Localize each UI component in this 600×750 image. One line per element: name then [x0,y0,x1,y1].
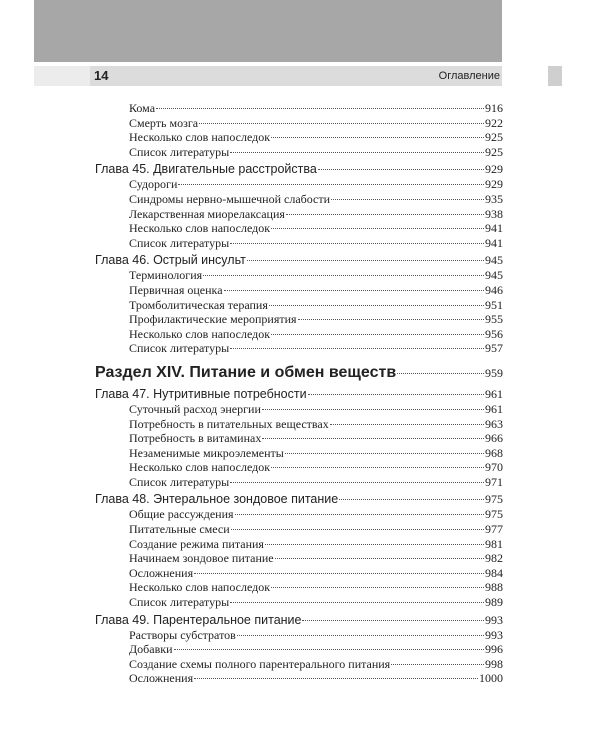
toc-page-number: 971 [485,474,503,489]
dot-leader [298,319,484,320]
dot-leader [237,635,484,636]
toc-entry-title: Смерть мозга [129,115,199,130]
toc-page-number: 961 [485,386,503,401]
toc-entry-title: Профилактические мероприятия [129,312,297,327]
toc-entry-title: Осложнения [129,565,194,580]
toc-entry-row [95,207,503,222]
dot-leader [265,544,484,545]
toc-entry-row [95,475,503,490]
toc-page-number: 955 [485,312,503,327]
dot-leader [271,467,484,468]
toc-page-number: 956 [485,326,503,341]
toc-page-number: 982 [485,551,503,566]
toc-entry-title: Кома [129,101,156,115]
dot-leader [156,108,484,109]
toc-page-number: 993 [485,627,503,642]
toc-chapter-title: Глава 48. Энтеральное зондовое питание [95,492,339,507]
dot-leader [230,152,484,153]
toc-page-number: 981 [485,536,503,551]
dot-leader [194,678,478,679]
toc-page-number: 922 [485,115,503,130]
dot-leader [178,184,484,185]
dot-leader [231,529,484,530]
toc-entry-title: Создание схемы полного парентерального питания [129,656,391,671]
toc-entry-row [95,116,503,131]
dot-leader [397,373,484,374]
dot-leader [230,482,484,483]
toc-page-number: 935 [485,191,503,206]
toc-entry-row [95,522,503,537]
toc-page-number: 941 [485,235,503,250]
toc-entry-title: Потребность в витаминах [129,431,262,446]
toc-entry-title: Несколько слов напоследок [129,580,271,595]
toc-entry-title: Лекарственная миорелаксация [129,206,285,221]
toc-entry-row [95,657,503,672]
toc-entry-title: Потребность в питательных веществах [129,416,329,431]
toc-page-number: 977 [485,522,503,537]
toc-entry-row [95,236,503,251]
toc-chapter-row [95,386,503,402]
toc-entry-title: Общие рассуждения [129,507,234,522]
toc-page-number: 998 [485,656,503,671]
toc-page-number: 925 [485,130,503,145]
toc-entry-title: Создание режима питания [129,536,264,551]
toc-entry-row [95,551,503,566]
toc-chapter-title: Глава 49. Парентеральное питание [95,612,302,627]
toc-chapter-title: Глава 47. Нутритивные потребности [95,386,307,401]
toc-page-number: 984 [485,565,503,580]
toc-page-number: 957 [485,341,503,356]
toc-page-number: 929 [485,177,503,192]
toc-page-number: 996 [485,642,503,657]
toc-entry-title: Тромболитическая терапия [129,297,268,312]
toc-entry-row [95,417,503,432]
dot-leader [235,514,484,515]
dot-leader [275,558,484,559]
page-number: 14 [94,68,109,83]
toc-page-number: 963 [485,416,503,431]
dot-leader [331,199,484,200]
toc-entry-row [95,312,503,327]
toc-page-number: 975 [485,507,503,522]
dot-leader [199,123,484,124]
toc-entry-title: Несколько слов напоследок [129,221,271,236]
dot-leader [262,438,484,439]
dot-leader [174,649,484,650]
toc-page-number: 941 [485,221,503,236]
toc-entry-row [95,431,503,446]
toc-page-number: 946 [485,282,503,297]
toc-entry-title: Первичная оценка [129,282,223,297]
header-left-tab [34,66,90,86]
toc-page-number: 916 [485,101,503,115]
dot-leader [271,334,484,335]
toc-entry-row [95,327,503,342]
dot-leader [286,214,484,215]
dot-leader [271,137,484,138]
toc-entry-row [95,221,503,236]
toc-page-number: 959 [485,365,503,380]
toc-entry-row [95,642,503,657]
dot-leader [230,348,484,349]
dot-leader [194,573,484,574]
toc-page-number: 968 [485,445,503,460]
toc-entry-title: Список литературы [129,144,230,159]
toc-page-number: 970 [485,460,503,475]
table-of-contents [95,101,503,686]
toc-chapter-row [95,252,503,268]
toc-chapter-row [95,491,503,507]
toc-page-number: 925 [485,144,503,159]
toc-page-number: 975 [485,492,503,507]
page-header [34,66,502,86]
toc-page-number: 945 [485,268,503,283]
toc-entry-title: Список литературы [129,474,230,489]
toc-page-number: 989 [485,595,503,610]
toc-entry-title: Синдромы нервно-мышечной слабости [129,191,331,206]
dot-leader [339,499,484,500]
toc-entry-title: Несколько слов напоследок [129,130,271,145]
toc-page-number: 929 [485,162,503,177]
toc-entry-row [95,507,503,522]
toc-entry-row [95,145,503,160]
dot-leader [203,275,484,276]
toc-entry-row [95,595,503,610]
toc-entry-title: Список литературы [129,235,230,250]
toc-entry-row [95,537,503,552]
toc-page-number: 988 [485,580,503,595]
dot-leader [230,243,484,244]
toc-page-number: 961 [485,401,503,416]
toc-chapter-title: Глава 46. Острый инсульт [95,253,246,268]
toc-page-number: 951 [485,297,503,312]
toc-entry-row [95,283,503,298]
toc-section-title: Раздел XIV. Питание и обмен веществ [95,363,397,381]
running-head: Оглавление [438,70,500,82]
toc-entry-row [95,130,503,145]
toc-entry-title: Судороги [129,177,178,192]
toc-entry-title: Список литературы [129,341,230,356]
toc-entry-row [95,460,503,475]
toc-entry-row [95,566,503,581]
dot-leader [230,602,484,603]
toc-entry-title: Несколько слов напоследок [129,460,271,475]
dot-leader [318,169,484,170]
toc-page-number: 966 [485,431,503,446]
toc-entry-title: Незаменимые микроэлементы [129,445,284,460]
toc-page-number: 945 [485,253,503,268]
toc-entry-title: Добавки [129,642,173,657]
dot-leader [308,394,484,395]
dot-leader [302,620,484,621]
toc-chapter-row [95,612,503,628]
toc-page-number: 938 [485,206,503,221]
toc-entry-title: Несколько слов напоследок [129,326,271,341]
top-gray-band [34,0,502,62]
toc-entry-row [95,192,503,207]
dot-leader [271,587,484,588]
toc-entry-row [95,298,503,313]
toc-page-number: 993 [485,612,503,627]
dot-leader [269,305,484,306]
toc-entry-title: Осложнения [129,671,194,686]
side-tab [548,66,562,86]
dot-leader [271,228,484,229]
toc-entry-title: Начинаем зондовое питание [129,551,274,566]
toc-section-row [95,362,503,384]
toc-entry-title: Питательные смеси [129,522,230,537]
toc-entry-title: Растворы субстратов [129,627,236,642]
toc-entry-row [95,446,503,461]
toc-entry-row [95,177,503,192]
toc-entry-row [95,628,503,643]
toc-entry-row [95,580,503,595]
toc-entry-title: Терминология [129,268,203,283]
toc-entry-row [95,101,503,116]
dot-leader [330,424,484,425]
toc-entry-row [95,671,503,686]
toc-entry-row [95,402,503,417]
toc-page-number: 1000 [479,671,503,686]
dot-leader [285,453,484,454]
toc-entry-row [95,341,503,356]
dot-leader [224,290,484,291]
toc-entry-title: Суточный расход энергии [129,401,261,416]
dot-leader [391,664,484,665]
toc-entry-row [95,268,503,283]
toc-chapter-title: Глава 45. Двигательные расстройства [95,162,317,177]
dot-leader [262,409,484,410]
dot-leader [247,260,484,261]
toc-chapter-row [95,161,503,177]
toc-entry-title: Список литературы [129,595,230,610]
